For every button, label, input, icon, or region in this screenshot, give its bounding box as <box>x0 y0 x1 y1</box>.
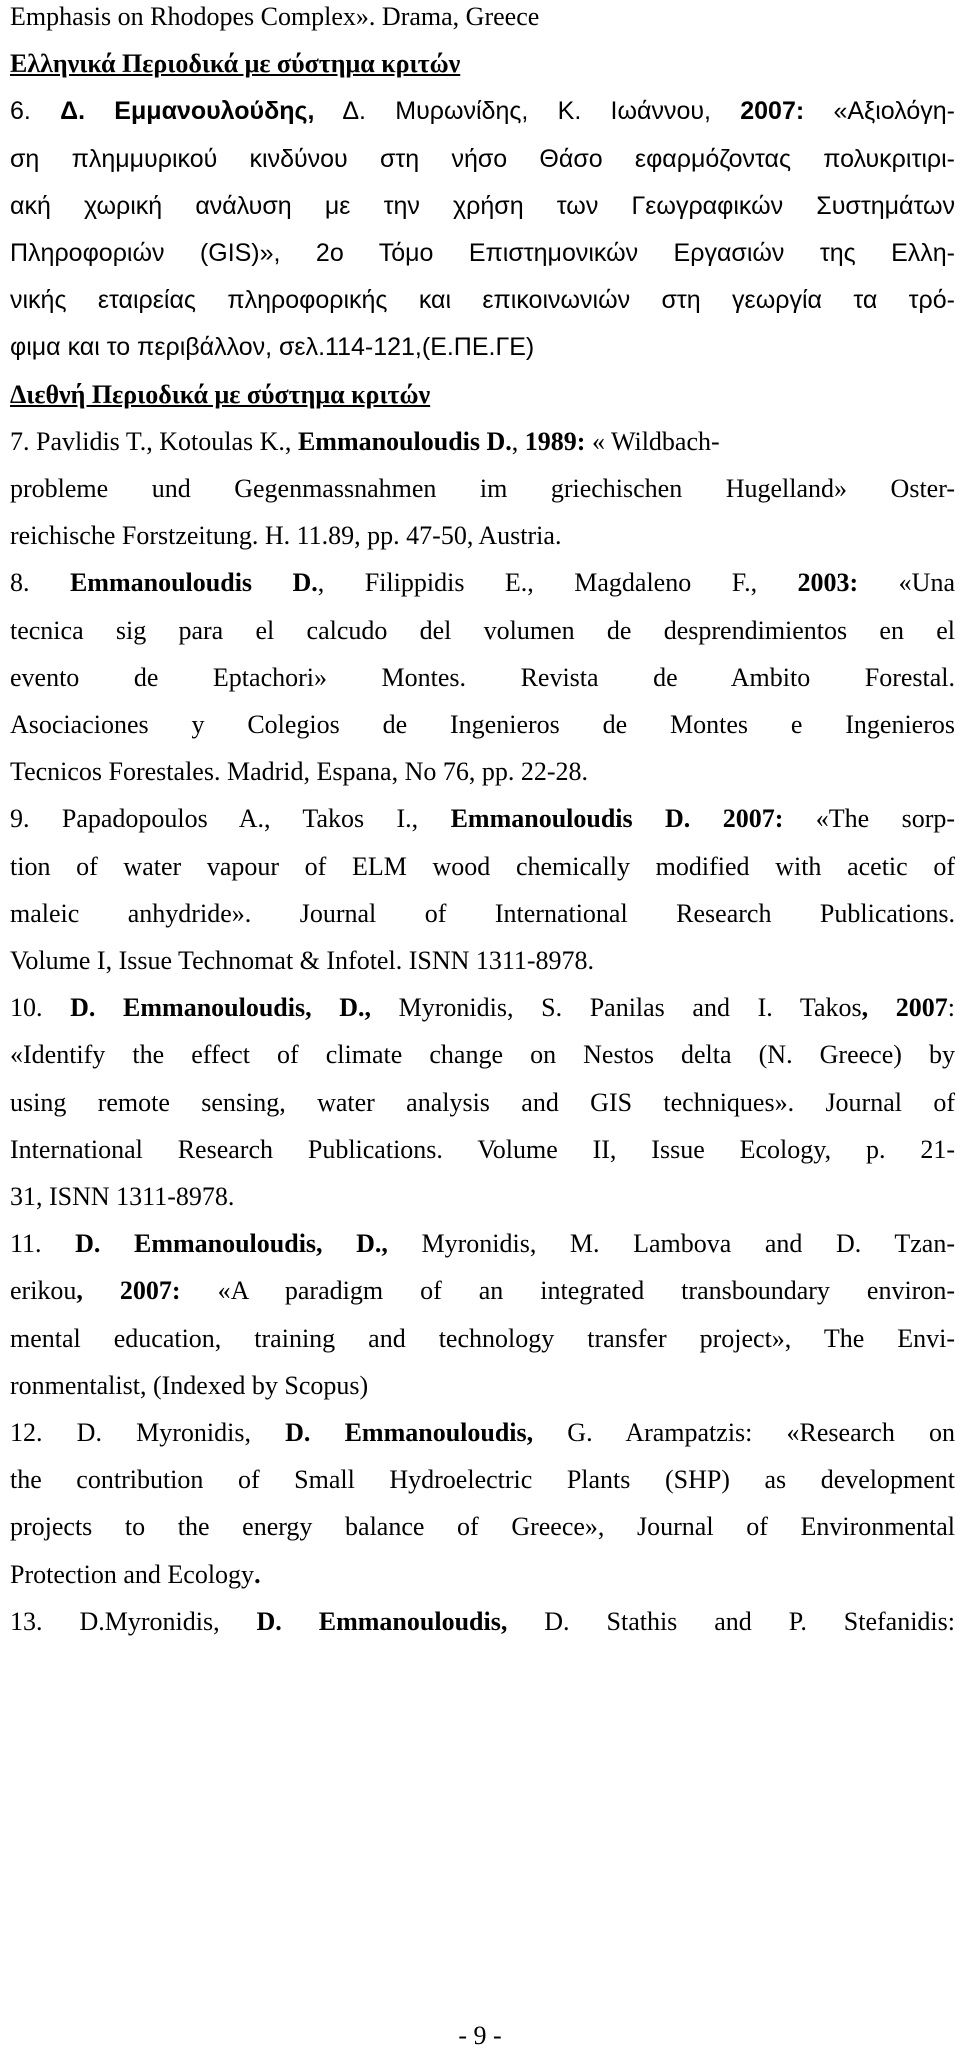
text-run: 31, ISNN 1311-8978. <box>10 1182 235 1211</box>
text-line <box>10 1032 955 1078</box>
text-run: « Wildbach- <box>585 426 720 456</box>
text-run: probleme und Gegenmassnahmen im griechischen Hugelland» Oster- <box>10 474 955 503</box>
bold-text-run: Δ. Εμμανουλούδης, <box>60 97 315 126</box>
text-line <box>10 702 955 748</box>
text-run: D. Stathis and P. Stefanidis: <box>507 1606 955 1636</box>
text-run: maleic anhydride». Journal of International Research Publications. <box>10 898 955 928</box>
text-run: «Una <box>858 568 956 598</box>
text-run: 12. D. Myronidis, <box>10 1418 286 1447</box>
bold-text-run: 1989: <box>524 426 586 456</box>
text-line <box>10 891 955 937</box>
text-run: Emphasis on Rhodopes Complex». Drama, Greece <box>10 2 540 31</box>
text-line <box>10 0 955 40</box>
bold-text-run: 2007: <box>740 97 805 126</box>
bold-text-run: Emmanouloudis D. <box>69 568 318 598</box>
text-line <box>10 372 955 418</box>
bold-text-run: D. Emmanouloudis, D., <box>70 993 372 1023</box>
bold-text-run: Emmanouloudis D. <box>450 804 691 834</box>
text-line <box>10 1221 955 1267</box>
text-run: Volume I, Issue Technomat & Infotel. ISNN 1311-8978. <box>10 946 595 975</box>
text-run: φιμα και το περιβάλλον, σελ.114-121,(Ε.ΠΕ.ΓΕ) <box>10 333 535 362</box>
text-run: Δ. Μυρωνίδης, Κ. Ιωάννου, <box>314 97 741 126</box>
text-run: erikou <box>10 1276 77 1306</box>
text-run: 7. Pavlidis T., Kotoulas K., <box>10 426 298 456</box>
text-run: projects to the energy balance of Greece», Journal of Environmental <box>10 1512 955 1542</box>
text-run: 10. <box>10 993 71 1023</box>
text-run: 9. Papadopoulos A., Takos I., <box>10 804 451 834</box>
text-run: reichische Forstzeitung. H. 11.89, pp. 47-50, Austria. <box>10 521 562 551</box>
text-run: , <box>511 426 525 456</box>
text-line <box>10 466 955 512</box>
text-run: «Identify the effect of climate change on Nestos delta (N. Greece) by <box>10 1040 955 1070</box>
text-line <box>10 844 955 890</box>
text-line <box>10 985 955 1031</box>
bold-text-run: Emmanouloudis D. <box>297 426 512 456</box>
text-run: Myronidis, M. Lambova and D. Tzan- <box>387 1229 955 1259</box>
text-line <box>10 419 955 465</box>
text-run: tion of water vapour of ELM wood chemically modified with acetic of <box>10 851 955 881</box>
text-line <box>10 1457 955 1503</box>
bold-text-run: D. Emmanouloudis, <box>256 1606 508 1636</box>
text-line <box>10 1174 955 1220</box>
text-line <box>10 796 955 842</box>
bold-text-run: 2003: <box>797 568 859 598</box>
text-line <box>10 136 955 182</box>
text-run: Tecnicos Forestales. Madrid, Espana, No 76, pp. 22-28. <box>10 757 589 787</box>
text-line <box>10 1268 955 1314</box>
text-line <box>10 277 955 323</box>
text-line <box>10 655 955 701</box>
text-run: «The sorp- <box>783 804 956 834</box>
text-run: Πληροφοριών (GIS)», 2ο Τόμο Επιστημονικών Εργασιών της Ελλη- <box>10 239 955 267</box>
bold-text-run: , 2007 <box>861 993 948 1023</box>
text-line <box>10 1127 955 1173</box>
text-run: ακή χωρική ανάλυση με την χρήση των Γεωγραφικών Συστημάτων <box>10 191 955 220</box>
text-line <box>10 938 955 984</box>
bold-text-run: , 2007: <box>76 1276 181 1306</box>
text-run: International Research Publications. Volume II, Issue Ecology, p. 21- <box>10 1134 955 1164</box>
text-run: : <box>947 993 956 1023</box>
text-line <box>10 560 955 606</box>
text-run: Asociaciones y Colegios de Ingenieros de Montes e Ingenieros <box>10 710 955 739</box>
page-number: - 9 - <box>458 2021 502 2050</box>
bold-text-run: 2007: <box>722 804 784 834</box>
text-line <box>10 1410 955 1456</box>
text-run: G. Arampatzis: «Research on <box>533 1418 955 1447</box>
text-run: Myronidis, S. Panilas and I. Takos <box>371 993 862 1023</box>
text-line <box>10 1080 955 1126</box>
bold-text-run: . <box>254 1559 261 1589</box>
text-run: 6. <box>10 97 61 126</box>
text-line <box>10 88 955 134</box>
text-run: «A paradigm of an integrated transboundary environ- <box>180 1276 955 1306</box>
text-run: νικής εταιρείας πληροφορικής και επικοινωνιών στη γεωργία τα τρό- <box>10 286 955 315</box>
text-run: mental education, training and technology transfer project», The Envi- <box>10 1323 955 1353</box>
text-line <box>10 1552 955 1598</box>
text-line <box>10 513 955 559</box>
bold-text-run: D. Emmanouloudis, <box>285 1418 534 1447</box>
text-line <box>10 749 955 795</box>
bold-text-run: Ελληνικά Περιοδικά με σύστημα κριτών <box>10 49 461 79</box>
text-line <box>10 324 955 370</box>
text-line <box>10 230 955 276</box>
text-line <box>10 41 955 87</box>
text-line <box>10 1504 955 1550</box>
bold-text-run: D. Emmanouloudis, D., <box>75 1229 388 1259</box>
text-line <box>10 1363 955 1409</box>
text-run: ronmentalist, (Indexed by Scopus) <box>10 1370 369 1400</box>
text-run: 8. <box>10 568 70 598</box>
text-line <box>10 1316 955 1362</box>
text-run: tecnica sig para el calcudo del volumen de desprendimientos en el <box>10 615 955 645</box>
text-run: , Filippidis E., Magdaleno F., <box>317 568 798 598</box>
bold-text-run: Διεθνή Περιοδικά με σύστημα κριτών <box>10 379 431 409</box>
text-line <box>10 1599 955 1645</box>
text-run: evento de Eptachori» Montes. Revista de Ambito Forestal. <box>10 662 955 692</box>
text-run: 11. <box>10 1229 76 1259</box>
text-run: using remote sensing, water analysis and GIS techniques». Journal of <box>10 1087 955 1117</box>
text-line <box>10 608 955 654</box>
text-run: ση πλημμυρικού κινδύνου στη νήσο Θάσο εφαρμόζοντας πολυκριτιρι- <box>10 144 955 173</box>
text-line <box>10 183 955 229</box>
text-run <box>690 804 722 833</box>
text-run: the contribution of Small Hydroelectric Plants (SHP) as development <box>10 1465 955 1495</box>
text-run: «Αξιολόγη- <box>804 97 955 126</box>
text-run: Protection and Ecology <box>10 1559 255 1589</box>
text-run: 13. D.Myronidis, <box>10 1606 257 1636</box>
